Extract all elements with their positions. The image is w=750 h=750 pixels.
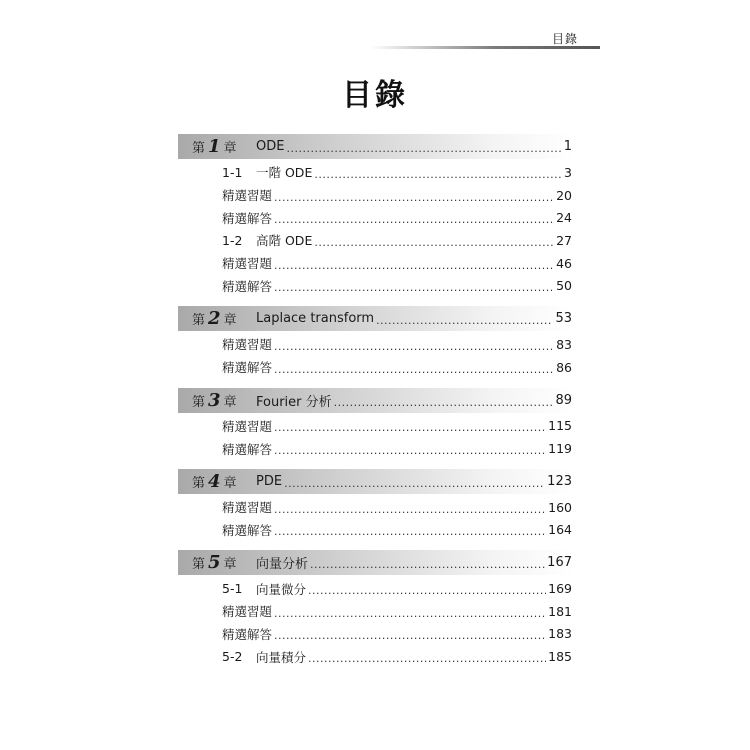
- section-number: 1-1: [222, 164, 243, 180]
- chapter-title: Fourier 分析: [256, 394, 332, 410]
- section-number: 5-2: [222, 649, 243, 665]
- dot-leader: [274, 340, 554, 353]
- chapter-number: 3: [208, 389, 221, 411]
- chapter-heading[interactable]: [178, 469, 574, 494]
- chapter-page-number: 53: [555, 311, 572, 327]
- entry-title: 精選解答: [222, 522, 273, 538]
- chapter-suffix: 章: [223, 394, 237, 410]
- entry-page-number: 119: [548, 441, 572, 457]
- table-of-contents: [178, 134, 574, 668]
- chapter-suffix: 章: [223, 557, 237, 573]
- entry-title: 精選解答: [222, 441, 273, 457]
- entry-page-number: 183: [548, 626, 572, 642]
- chapter-title: 向量分析: [256, 557, 309, 573]
- dot-leader: [274, 525, 546, 538]
- toc-entry[interactable]: [178, 415, 574, 438]
- chapter-label: [178, 471, 252, 492]
- chapter-page-number: 1: [563, 139, 572, 154]
- chapter-heading[interactable]: [178, 388, 574, 413]
- entry-page-number: 24: [556, 210, 572, 226]
- toc-entry[interactable]: [178, 161, 574, 184]
- chapter-page-number: 167: [547, 555, 572, 571]
- chapter-heading[interactable]: [178, 550, 574, 575]
- toc-entry[interactable]: [178, 645, 574, 668]
- entry-title: 精選習題: [222, 604, 273, 620]
- entry-page-number: 27: [556, 232, 572, 248]
- section-number: 1-2: [222, 232, 243, 248]
- entry-page-number: 50: [556, 278, 572, 294]
- chapter-title: ODE: [256, 139, 285, 154]
- entry-title: 精選解答: [222, 626, 273, 642]
- entry-title: 精選解答: [222, 210, 273, 226]
- chapter-label: [178, 308, 252, 329]
- toc-entry[interactable]: [178, 274, 574, 297]
- chapter-number: 1: [208, 136, 221, 157]
- entry-title: 精選習題: [222, 337, 273, 353]
- dot-leader: [314, 236, 554, 249]
- dot-leader: [274, 259, 554, 272]
- dot-leader: [274, 444, 546, 457]
- entry-page-number: 181: [548, 603, 572, 619]
- chapter-prefix: 第: [192, 394, 206, 410]
- entry-title: 精選習題: [222, 188, 273, 204]
- dot-leader: [308, 652, 546, 665]
- page-title: 目錄: [342, 78, 408, 113]
- chapter-title: Laplace transform: [256, 311, 375, 327]
- toc-entry[interactable]: [178, 623, 574, 646]
- entry-page-number: 86: [556, 359, 572, 375]
- dot-leader: [274, 503, 546, 516]
- toc-entry[interactable]: [178, 333, 574, 356]
- chapter-label: [178, 390, 252, 411]
- entry-title: 一階 ODE: [256, 165, 313, 181]
- entry-title: 精選習題: [222, 500, 273, 516]
- chapter-suffix: 章: [223, 313, 237, 329]
- dot-leader: [314, 168, 562, 181]
- entry-title: 精選解答: [222, 278, 273, 294]
- entry-title: 向量微分: [256, 581, 307, 597]
- dot-leader: [310, 558, 545, 571]
- chapter-number: 2: [208, 308, 221, 330]
- chapter-number: 4: [208, 470, 221, 492]
- dot-leader: [286, 142, 561, 155]
- chapter-page-number: 89: [555, 392, 572, 408]
- entry-title: 向量積分: [256, 649, 307, 665]
- toc-entry[interactable]: [178, 600, 574, 623]
- chapter-prefix: 第: [192, 313, 206, 329]
- toc-entry[interactable]: [178, 577, 574, 600]
- entry-page-number: 83: [556, 336, 572, 352]
- chapter-label: [178, 136, 252, 157]
- entry-title: 精選習題: [222, 418, 273, 434]
- chapter-heading[interactable]: [178, 306, 574, 331]
- toc-entry[interactable]: [178, 184, 574, 207]
- chapter-page-number: 123: [547, 473, 572, 489]
- chapter-label: [178, 552, 252, 573]
- entry-page-number: 20: [556, 187, 572, 203]
- dot-leader: [376, 314, 553, 327]
- entry-page-number: 185: [548, 649, 572, 665]
- dot-leader: [274, 281, 554, 294]
- toc-entry[interactable]: [178, 496, 574, 519]
- entry-title: 精選習題: [222, 256, 273, 272]
- entry-page-number: 160: [548, 499, 572, 515]
- toc-entry[interactable]: [178, 356, 574, 379]
- entry-page-number: 3: [564, 164, 572, 180]
- entry-page-number: 169: [548, 581, 572, 597]
- entry-title: 高階 ODE: [256, 233, 313, 249]
- chapter-suffix: 章: [223, 141, 237, 156]
- dot-leader: [274, 629, 546, 642]
- dot-leader: [274, 191, 554, 204]
- dot-leader: [274, 363, 554, 376]
- chapter-prefix: 第: [192, 557, 206, 573]
- toc-entry[interactable]: [178, 206, 574, 229]
- entry-title: 精選解答: [222, 360, 273, 376]
- entry-page-number: 46: [556, 255, 572, 271]
- chapter-heading[interactable]: [178, 134, 574, 159]
- section-number: 5-1: [222, 581, 243, 597]
- dot-leader: [274, 421, 546, 434]
- entry-page-number: 115: [548, 418, 572, 434]
- toc-entry[interactable]: [178, 437, 574, 460]
- dot-leader: [308, 584, 546, 597]
- chapter-number: 5: [208, 552, 221, 574]
- dot-leader: [274, 607, 546, 620]
- running-header: 目錄: [551, 32, 578, 46]
- dot-leader: [284, 477, 545, 490]
- chapter-prefix: 第: [192, 141, 206, 156]
- chapter-prefix: 第: [192, 475, 206, 491]
- entry-page-number: 164: [548, 522, 572, 538]
- chapter-suffix: 章: [223, 475, 237, 491]
- chapter-title: PDE: [256, 473, 283, 489]
- toc-entry[interactable]: [178, 519, 574, 542]
- toc-entry[interactable]: [178, 229, 574, 252]
- toc-entry[interactable]: [178, 252, 574, 275]
- dot-leader: [334, 396, 554, 409]
- dot-leader: [274, 213, 554, 226]
